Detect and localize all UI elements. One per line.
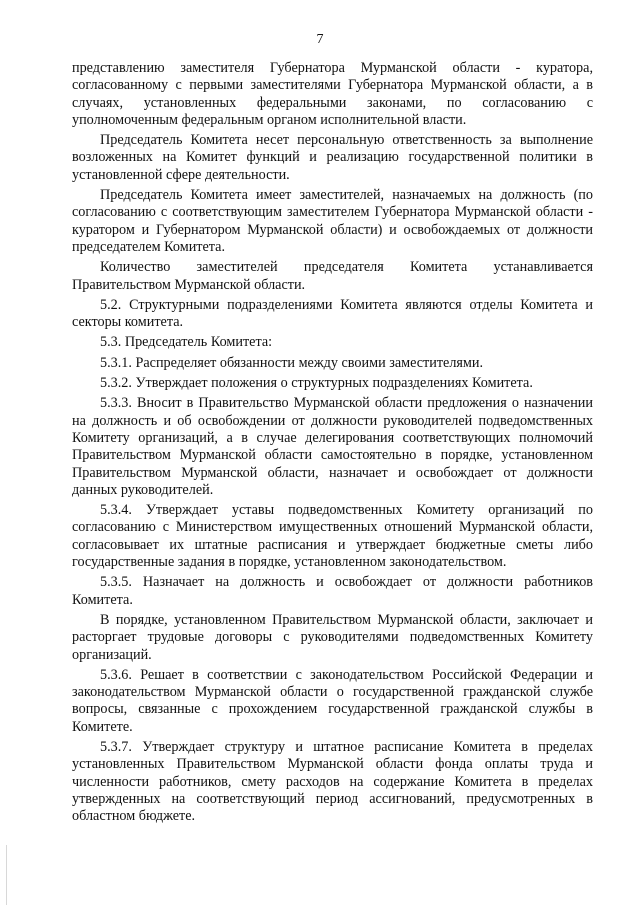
paragraph-5-3-5: 5.3.5. Назначает на должность и освобождает от должности работников Комитета. [72, 574, 593, 608]
paragraph-5-2: 5.2. Структурными подразделениями Комитета являются отделы Комитета и секторы комитета. [72, 296, 593, 331]
paragraph-5-3-3: 5.3.3. Вносит в Правительство Мурманской области предложения о назначении на должность и об освобождении от должности руководителей подведомственных Комитету организаций, а в случае делегирования соответствующих полномочий Правительством Мурманской области самостоятельно в порядке, установленном Правительством Мурманской области, назначает и освобождает от должности данных руководителей. [72, 395, 593, 498]
paragraph-5-3: 5.3. Председатель Комитета: [100, 334, 273, 351]
page-number: 7 [316, 32, 324, 47]
paragraph-continuation: представлению заместителя Губернатора Мурманской области - куратора, согласованному с первыми заместителями Губернатора Мурманской области, а в случаях, установленных федеральными законами, по согласованию с уполномоченным федеральным органом исполнительной власти. [72, 60, 593, 128]
paragraph-5-3-2: 5.3.2. Утверждает положения о структурных подразделениях Комитета. [100, 375, 533, 392]
paragraph-5-3-4: 5.3.4. Утверждает уставы подведомственных Комитету организаций по согласованию с Министерством имущественных отношений Мурманской области, согласовывает их штатные расписания и утверждает бюджетные сметы либо государственные задания в порядке, установленном законодательством. [72, 502, 593, 571]
paragraph-deputies-count: Количество заместителей председателя Комитета устанавливается Правительством Мурманской области. [72, 259, 593, 293]
document-body [72, 60, 593, 828]
paragraph-deputies: Председатель Комитета имеет заместителей, назначаемых на должность (по согласованию с соответствующим заместителем Губернатора Мурманской области - куратором и Губернатором Мурманской области) и освобождаемых от должности председателем Комитета. [72, 187, 593, 255]
paragraph-labor-contracts: В порядке, установленном Правительством Мурманской области, заключает и расторгает трудовые договоры с руководителями подведомственных Комитету организаций. [72, 611, 593, 663]
paragraph-5-3-6: 5.3.6. Решает в соответствии с законодательством Российской Федерации и законодательством Мурманской области о государственной гражданской службе вопросы, связанные с прохождением государственной гражданской службы в Комитете. [72, 666, 593, 735]
scan-edge-mark [6, 845, 7, 905]
paragraph-chairman-responsibility: Председатель Комитета несет персональную ответственность за выполнение возложенных на Комитет функций и реализацию государственной политики в установленной сфере деятельности. [72, 132, 593, 183]
paragraph-5-3-1: 5.3.1. Распределяет обязанности между своими заместителями. [100, 354, 484, 371]
paragraph-5-3-7: 5.3.7. Утверждает структуру и штатное расписание Комитета в пределах установленных Правительством Мурманской области фонда оплаты труда и численности работников, смету расходов на содержание Комитета в пределах утвержденных на соответствующий период ассигнований, предусмотренных в областном бюджете. [72, 738, 593, 825]
